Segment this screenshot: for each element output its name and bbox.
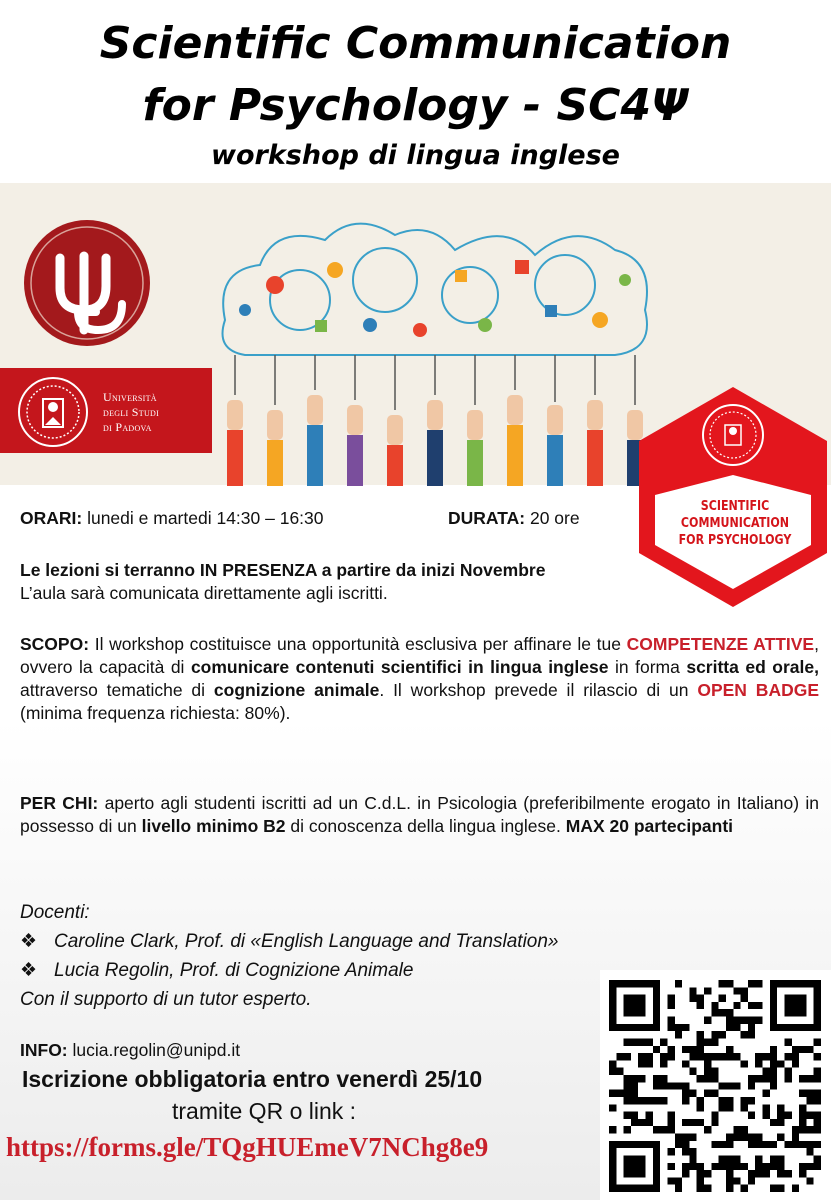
qr-code-icon[interactable] [609,980,821,1192]
badge-label: SCIENTIFIC COMMUNICATION FOR PSYCHOLOGY [678,498,792,548]
contact-email[interactable]: lucia.regolin@unipd.it [67,1040,241,1060]
scope-paragraph: SCOPO: Il workshop costituisce una opportunità esclusiva per affinare le tue COMPETENZE ATTIVE, ovvero la capacità di comunicare contenuti scientifici in lingua inglese in forma scritta ed orale, attraverso tematiche di cognizione animale. Il workshop prevede il rilascio di un OPEN BADGE (minima frequenza richiesta: 80%). [20,634,820,723]
teachers-list [20,898,559,1014]
title-line-1: Scientific Communication [99,18,732,69]
teacher-item: ❖ Lucia Regolin, Prof. di Cognizione Animale [20,956,559,985]
title-line-2: for Psychology - SC4Ψ [142,80,689,131]
contact-info: INFO: lucia.regolin@unipd.it [20,1040,241,1060]
audience-paragraph: PER CHI: aperto agli studenti iscritti ad un C.d.L. in Psicologia (preferibilmente erogato in Italiano) in possesso di un livello minimo B2 di conoscenza della lingua inglese. MAX 20 partecipanti [20,793,819,836]
registration-method: tramite QR o link : [172,1098,357,1124]
tutor-note: Con il supporto di un tutor esperto. [20,989,312,1010]
bullet-icon: ❖ [20,931,38,952]
university-name: Università degli Studi di Padova [103,390,160,434]
teacher-item: ❖ Caroline Clark, Prof. di «English Language and Translation» [20,927,559,956]
bullet-icon: ❖ [20,960,38,981]
schedule-duration: DURATA: 20 ore [448,508,580,528]
presence-info: Le lezioni si terranno IN PRESENZA a partire da inizi Novembre L’aula sarà comunicata direttamente agli iscritti. [20,560,546,603]
university-seal-icon [16,375,90,449]
registration-deadline: Iscrizione obbligatoria entro venerdì 25/10 [22,1066,483,1092]
registration-link[interactable]: https://forms.gle/TQgHUEmeV7NChg8e9 [6,1132,489,1162]
schedule-hours: ORARI: lunedi e martedi 14:30 – 16:30 [20,508,324,528]
ideas-cloud-illustration-icon [215,190,655,486]
course-logo-icon [22,218,152,348]
subtitle: workshop di lingua inglese [211,140,620,171]
teachers-heading: Docenti: [20,902,90,923]
